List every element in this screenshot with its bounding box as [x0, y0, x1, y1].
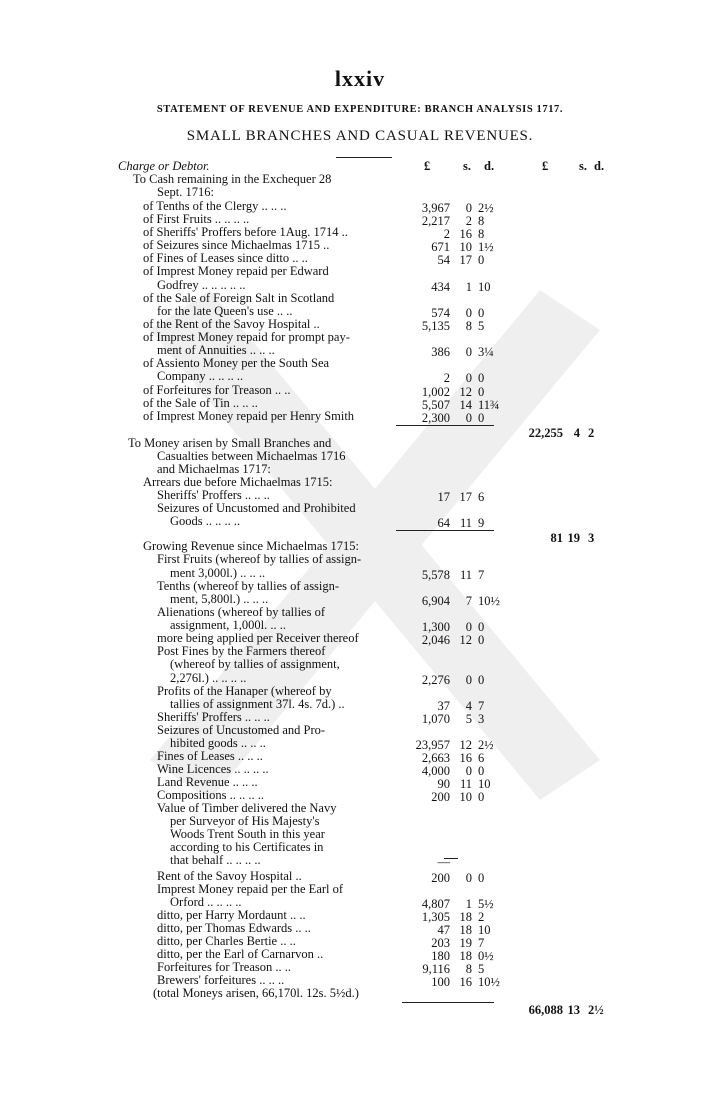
amount-pounds: 180	[431, 949, 450, 963]
column-header-shillings: s.	[463, 159, 471, 173]
ledger-line-text: ditto, per Thomas Edwards .. ..	[157, 921, 311, 935]
amount-pounds: 90	[437, 777, 450, 791]
amount-shillings: 18	[459, 910, 472, 924]
subtotal-rule	[396, 530, 494, 531]
amount-pence: 5	[478, 319, 485, 333]
ledger-line-text: ment of Annuities .. .. ..	[157, 343, 275, 357]
total-pence: 2	[588, 426, 595, 440]
ledger-line-text: Tenths (whereof by tallies of assign-	[157, 579, 340, 593]
ledger-line-text: and Michaelmas 1717:	[157, 462, 271, 476]
amount-pence: 2½	[478, 738, 494, 752]
ledger-line-text: Casualties between Michaelmas 1716	[157, 449, 346, 463]
subtotal-rule	[402, 1002, 494, 1003]
ledger-line-text: Forfeitures for Treason .. ..	[157, 960, 292, 974]
amount-pounds: 200	[431, 871, 450, 885]
amount-shillings: 10	[459, 790, 472, 804]
amount-pence: 0	[478, 306, 485, 320]
amount-pounds: 17	[437, 490, 450, 504]
amount-pounds: 23,957	[415, 738, 450, 752]
amount-shillings: 18	[459, 949, 472, 963]
amount-shillings: 0	[465, 411, 472, 425]
amount-pence: 0	[478, 411, 485, 425]
column-header-pounds: £	[424, 159, 431, 173]
amount-shillings: 0	[465, 371, 472, 385]
amount-shillings: 16	[459, 975, 472, 989]
amount-shillings: 0	[465, 306, 472, 320]
total-pounds: 81	[550, 531, 563, 545]
ledger-line-text: of Imprest Money repaid per Edward	[143, 264, 329, 278]
amount-shillings: 0	[465, 673, 472, 687]
amount-pence: 6	[478, 751, 485, 765]
amount-pounds: 434	[431, 280, 450, 294]
amount-pence: 0	[478, 633, 485, 647]
amount-pence: 11¾	[478, 398, 500, 412]
amount-shillings: 12	[459, 633, 472, 647]
amount-pounds: 2,663	[421, 751, 450, 765]
amount-pounds: 574	[431, 306, 450, 320]
amount-shillings: 7	[465, 594, 472, 608]
column-header-pence-total: d.	[594, 159, 605, 173]
amount-shillings: 17	[459, 490, 472, 504]
amount-pence: 0	[478, 673, 485, 687]
amount-pence: 1½	[478, 240, 494, 254]
amount-pounds: 37	[437, 699, 450, 713]
ledger-line-text: of the Sale of Tin .. .. ..	[143, 396, 258, 410]
ledger-line-text: Orford .. .. .. ..	[170, 895, 242, 909]
total-pence: 3	[588, 531, 595, 545]
ledger-line-text: Rent of the Savoy Hospital ..	[157, 869, 302, 883]
amount-pounds: 54	[437, 253, 450, 267]
amount-pence: 5½	[478, 897, 494, 911]
amount-pounds: 3,967	[421, 201, 450, 215]
ledger-line-text: First Fruits (whereof by tallies of assign-	[157, 552, 362, 566]
amount-pence: 0	[478, 253, 485, 267]
ledger-line-text: for the late Queen's use .. ..	[157, 304, 293, 318]
ledger-line-text: ment, 5,800l.) .. .. ..	[170, 592, 269, 606]
amount-pounds: 5,578	[421, 568, 450, 582]
section-heading: SMALL BRANCHES AND CASUAL REVENUES.	[186, 128, 534, 144]
amount-pence: 0	[478, 871, 485, 885]
amount-shillings: 19	[459, 936, 472, 950]
amount-pounds: 2	[443, 227, 450, 241]
column-header-pence: d.	[484, 159, 495, 173]
ledger-line-text: of Sheriffs' Proffers before 1Aug. 1714 ..	[143, 225, 348, 239]
ledger-line-text: that behalf .. .. .. ..	[170, 853, 261, 867]
amount-pounds: 47	[437, 923, 450, 937]
ledger-line-text: Growing Revenue since Michaelmas 1715:	[143, 539, 359, 553]
amount-pounds: 64	[437, 516, 450, 530]
amount-shillings: 0	[465, 201, 472, 215]
ledger-line-text: Sheriffs' Proffers .. .. ..	[157, 488, 270, 502]
ledger-line-text: Woods Trent South in this year	[170, 827, 325, 841]
ledger-line-text: To Money arisen by Small Branches and	[128, 436, 332, 450]
amount-shillings: 8	[465, 962, 472, 976]
ledger-line-text: Profits of the Hanaper (whereof by	[157, 684, 332, 698]
amount-pounds: —	[437, 855, 450, 869]
amount-pounds: 1,002	[421, 385, 450, 399]
amount-shillings: 12	[459, 738, 472, 752]
ledger-line-text: ditto, per Harry Mordaunt .. ..	[157, 908, 306, 922]
amount-pence: 7	[478, 568, 485, 582]
page-subtitle: STATEMENT OF REVENUE AND EXPENDITURE: BRANCH ANALYSIS 1717.	[156, 104, 564, 115]
ledger-line-text: according to his Certificates in	[170, 840, 324, 854]
amount-pounds: 2	[443, 371, 450, 385]
amount-pence: 8	[478, 214, 485, 228]
amount-shillings: 11	[459, 777, 472, 791]
amount-shillings: 5	[465, 712, 472, 726]
ledger-line-text: (whereof by tallies of assignment,	[170, 657, 340, 671]
amount-shillings: 12	[459, 385, 472, 399]
amount-pounds: 4,807	[421, 897, 450, 911]
ledger-line-text: of the Rent of the Savoy Hospital ..	[143, 317, 320, 331]
ledger-line-text: Seizures of Uncustomed and Pro-	[157, 723, 326, 737]
amount-shillings: 16	[459, 751, 472, 765]
amount-pence: 10½	[478, 975, 500, 989]
amount-pounds: 1,305	[421, 910, 450, 924]
amount-pence: 0	[478, 385, 485, 399]
ledger-line-text: To Cash remaining in the Exchequer 28	[133, 172, 332, 186]
amount-pence: 2	[478, 910, 485, 924]
ledger-line-text: Seizures of Uncustomed and Prohibited	[157, 501, 356, 515]
ledger-line-text: 2,276l.) .. .. .. ..	[170, 671, 247, 685]
ledger-line-text: Brewers' forfeitures .. .. ..	[157, 973, 285, 987]
amount-pounds: 2,046	[421, 633, 450, 647]
amount-pence: 5	[478, 962, 485, 976]
amount-pence: 0	[478, 764, 485, 778]
ledger-line-text: of Tenths of the Clergy .. .. ..	[143, 199, 287, 213]
amount-pence: 8	[478, 227, 485, 241]
ledger-line-text: Post Fines by the Farmers thereof	[157, 644, 326, 658]
total-pounds: 22,255	[528, 426, 563, 440]
ledger-line-text: of Fines of Leases since ditto .. ..	[143, 251, 308, 265]
ledger-line-text: of Seizures since Michaelmas 1715 ..	[143, 238, 330, 252]
ledger-line-text: Compositions .. .. .. ..	[157, 788, 264, 802]
ledger-line-text: hibited goods .. .. ..	[170, 736, 266, 750]
amount-shillings: 4	[465, 699, 472, 713]
ledger-line-text: of Forfeitures for Treason .. ..	[143, 383, 291, 397]
amount-pounds: 9,116	[422, 962, 450, 976]
total-shillings: 4	[573, 426, 580, 440]
amount-shillings: 11	[459, 516, 472, 530]
ledger-line-text: Land Revenue .. .. ..	[157, 775, 258, 789]
column-header-label: Charge or Debtor.	[118, 159, 210, 173]
ledger-line-text: Value of Timber delivered the Navy	[157, 801, 337, 815]
amount-pounds: 1,300	[421, 620, 450, 634]
page-number: lxxiv	[334, 66, 386, 91]
total-pence: 2½	[588, 1003, 604, 1017]
ledger-line-text: Goods .. .. .. ..	[170, 514, 241, 528]
amount-pence: 0½	[478, 949, 494, 963]
ledger-line-text: Sept. 1716:	[157, 185, 214, 199]
amount-shillings: 0	[465, 871, 472, 885]
ledger-line-text: assignment, 1,000l. .. ..	[170, 618, 286, 632]
amount-pence: 9	[478, 516, 485, 530]
ledger-line-text: of First Fruits .. .. .. ..	[143, 212, 250, 226]
amount-pence: 7	[478, 699, 485, 713]
amount-pounds: 1,070	[421, 712, 450, 726]
ledger-line-text: ditto, per the Earl of Carnarvon ..	[157, 947, 324, 961]
amount-pence: 10	[478, 777, 491, 791]
amount-shillings: 17	[459, 253, 472, 267]
amount-shillings: 18	[459, 923, 472, 937]
ledger-line-text: ditto, per Charles Bertie .. ..	[157, 934, 296, 948]
ledger-line-text: Fines of Leases .. .. ..	[157, 749, 263, 763]
amount-pence: 3	[478, 712, 485, 726]
amount-pence: 3¼	[478, 345, 494, 359]
amount-pence: 0	[478, 620, 485, 634]
subtotal-rule	[396, 425, 494, 426]
ledger-line-text: of Imprest Money repaid per Henry Smith	[143, 409, 355, 423]
ledger-line-text: ment 3,000l.) .. .. ..	[170, 566, 266, 580]
ledger-line-text: Company .. .. .. ..	[157, 369, 244, 383]
amount-shillings: 14	[459, 398, 472, 412]
amount-shillings: 0	[465, 764, 472, 778]
amount-pence: 6	[478, 490, 485, 504]
amount-pence: 2½	[478, 201, 494, 215]
amount-shillings: 8	[465, 319, 472, 333]
amount-shillings: 10	[459, 240, 472, 254]
amount-shillings: 1	[465, 280, 472, 294]
amount-pounds: 386	[431, 345, 450, 359]
amount-pounds: 2,276	[421, 673, 450, 687]
amount-pounds: 671	[431, 240, 450, 254]
amount-shillings: 2	[465, 214, 472, 228]
column-header-pounds-total: £	[542, 159, 549, 173]
total-pounds: 66,088	[528, 1003, 563, 1017]
ledger-line-text: Sheriffs' Proffers .. .. ..	[157, 710, 270, 724]
ledger-line-text: Imprest Money repaid per the Earl of	[157, 882, 344, 896]
amount-pounds: 2,217	[421, 214, 450, 228]
amount-pounds: 100	[431, 975, 450, 989]
amount-pounds: 200	[431, 790, 450, 804]
total-shillings: 13	[567, 1003, 580, 1017]
ledger-line-text: of the Sale of Foreign Salt in Scotland	[143, 291, 335, 305]
ledger-line-text: tallies of assignment 37l. 4s. 7d.) ..	[170, 697, 345, 711]
amount-shillings: 16	[459, 227, 472, 241]
ledger-line-text: Wine Licences .. .. .. ..	[157, 762, 269, 776]
ledger-line-text: Arrears due before Michaelmas 1715:	[143, 475, 333, 489]
amount-shillings: 1	[465, 897, 472, 911]
blank-amount-rule	[444, 858, 458, 859]
ledger-line-text: (total Moneys arisen, 66,170l. 12s. 5½d.)	[153, 986, 359, 1000]
header-rule	[336, 157, 392, 158]
total-shillings: 19	[567, 531, 580, 545]
ledger-line-text: Godfrey .. .. .. .. ..	[157, 278, 246, 292]
amount-shillings: 0	[465, 620, 472, 634]
amount-pounds: 2,300	[421, 411, 450, 425]
amount-pence: 10½	[478, 594, 500, 608]
column-header-shillings-total: s.	[579, 159, 587, 173]
amount-pounds: 203	[431, 936, 450, 950]
amount-pounds: 6,904	[421, 594, 450, 608]
amount-pence: 0	[478, 371, 485, 385]
amount-pence: 10	[478, 923, 491, 937]
amount-pence: 0	[478, 790, 485, 804]
amount-pence: 10	[478, 280, 491, 294]
amount-shillings: 11	[459, 568, 472, 582]
amount-pounds: 5,507	[421, 398, 450, 412]
amount-pence: 7	[478, 936, 485, 950]
ledger-line-text: Alienations (whereof by tallies of	[157, 605, 326, 619]
ledger-line-text: per Surveyor of His Majesty's	[170, 814, 320, 828]
amount-pounds: 5,135	[421, 319, 450, 333]
amount-pounds: 4,000	[421, 764, 450, 778]
ledger-line-text: of Assiento Money per the South Sea	[143, 356, 330, 370]
amount-shillings: 0	[465, 345, 472, 359]
ledger-line-text: more being applied per Receiver thereof	[157, 631, 359, 645]
ledger-line-text: of Imprest Money repaid for prompt pay-	[143, 330, 350, 344]
